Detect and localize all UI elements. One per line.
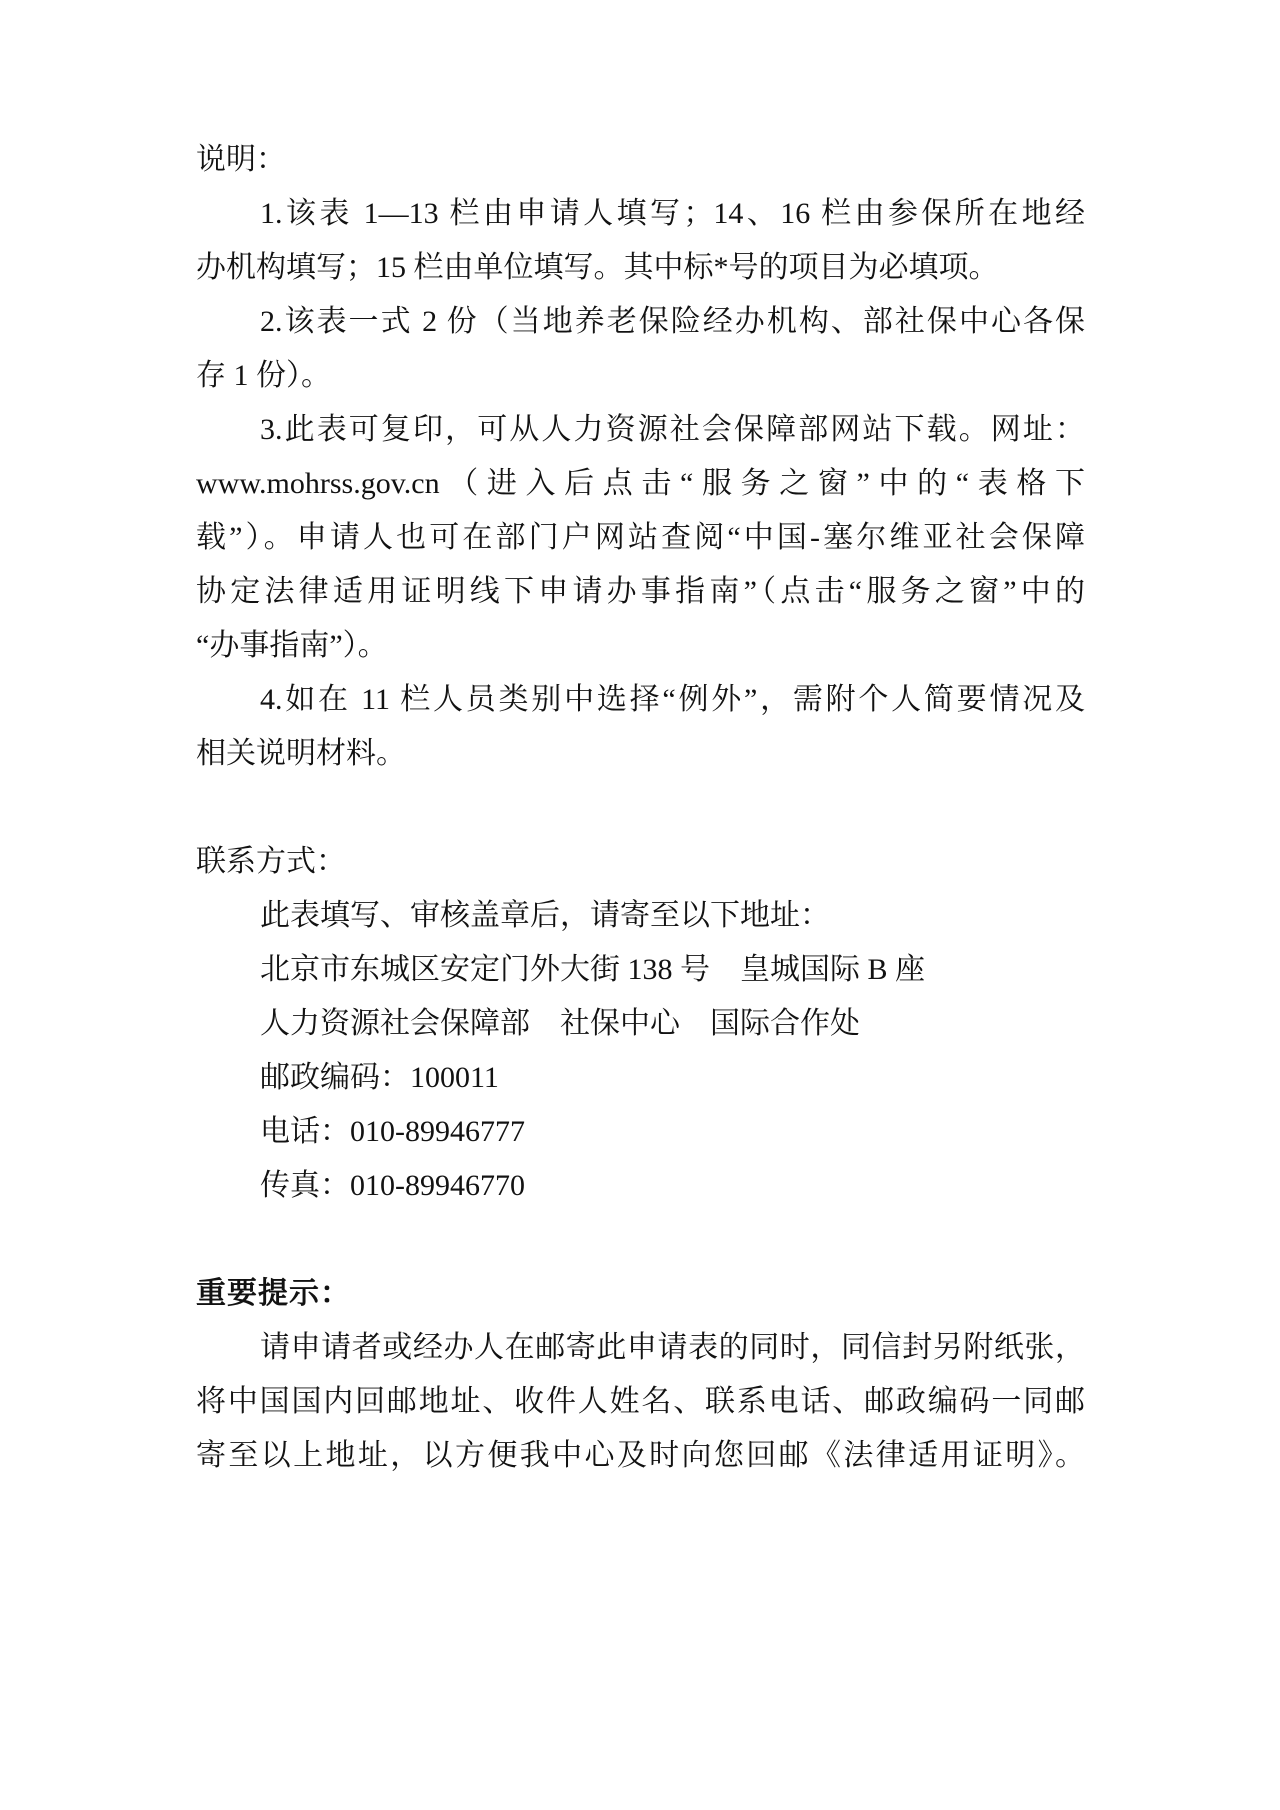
contact-department-line: 人力资源社会保障部 社保中心 国际合作处 [260, 1007, 860, 1040]
important-notice-heading: 重要提示： [196, 1277, 351, 1310]
important-line-2: 将中国国内回邮地址、收件人姓名、联系电话、邮政编码一同邮 [196, 1385, 1085, 1418]
contact-postal-code: 邮政编码：100011 [260, 1061, 499, 1094]
note-3-line-5: “办事指南”）。 [196, 629, 388, 662]
notes-heading: 说明： [196, 143, 286, 176]
contact-heading: 联系方式： [196, 845, 346, 878]
important-line-3: 寄至以上地址，以方便我中心及时向您回邮《法律适用证明》。 [196, 1439, 1085, 1472]
note-3-line-4: 协定法律适用证明线下申请办事指南”（点击“服务之窗”中的 [196, 575, 1085, 608]
note-3-website-line: www.mohrss.gov.cn（进入后点击“服务之窗”中的“表格下 [196, 467, 1085, 500]
spacer-line [196, 781, 1085, 835]
note-4-line-1: 4.如在 11 栏人员类别中选择“例外”，需附个人简要情况及 [260, 683, 1085, 716]
note-1-line-1: 1.该表 1—13 栏由申请人填写；14、16 栏由参保所在地经 [260, 197, 1085, 230]
note-2-line-1: 2.该表一式 2 份（当地养老保险经办机构、部社保中心各保 [260, 305, 1085, 338]
note-3-line-1: 3.此表可复印，可从人力资源社会保障部网站下载。网址： [260, 413, 1085, 446]
contact-mailing-note: 此表填写、审核盖章后，请寄至以下地址： [260, 899, 830, 932]
important-line-1: 请申请者或经办人在邮寄此申请表的同时，同信封另附纸张， [260, 1331, 1085, 1364]
contact-fax: 传真：010-89946770 [260, 1169, 525, 1202]
note-2-line-2: 存 1 份）。 [196, 359, 331, 392]
spacer-line [196, 1213, 1085, 1267]
note-1-line-2: 办机构填写；15 栏由单位填写。其中标*号的项目为必填项。 [196, 251, 999, 284]
note-3-line-3: 载”）。申请人也可在部门户网站查阅“中国-塞尔维亚社会保障 [196, 521, 1085, 554]
note-4-line-2: 相关说明材料。 [196, 737, 406, 770]
contact-phone: 电话：010-89946777 [260, 1115, 525, 1148]
contact-address-line: 北京市东城区安定门外大街 138 号 皇城国际 B 座 [260, 953, 926, 986]
